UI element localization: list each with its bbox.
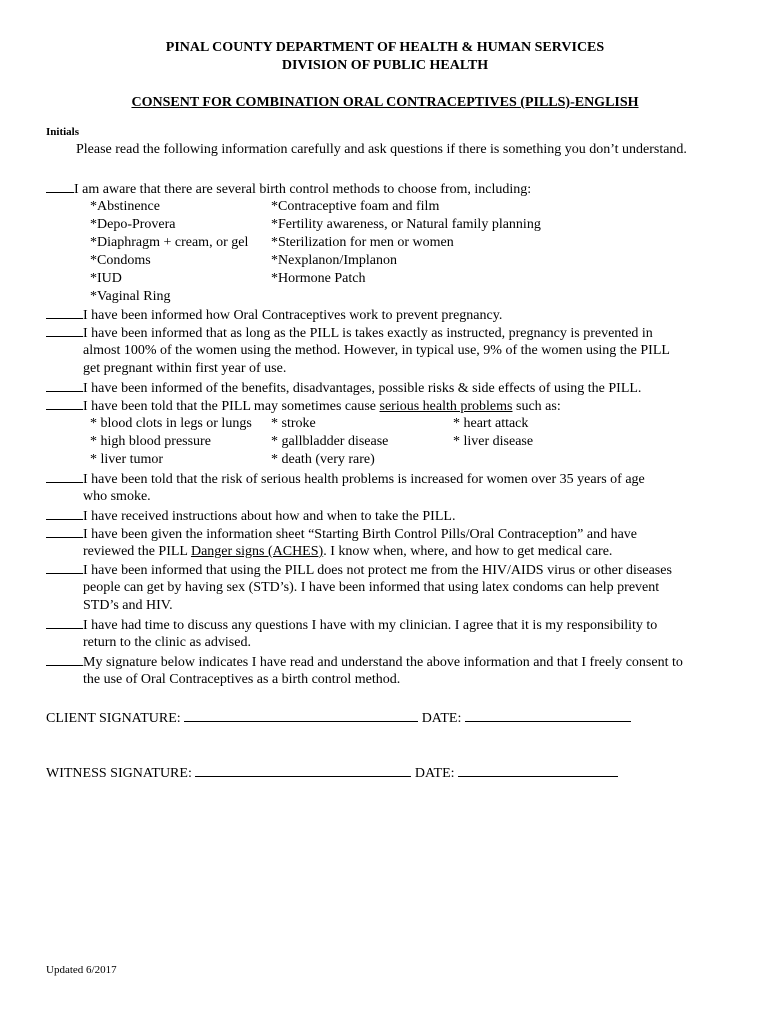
- method-item: *Abstinence: [90, 199, 160, 214]
- intro-text: Please read the following information carefully and ask questions if there is something you don’t understand.: [76, 142, 687, 157]
- witness-signature-field[interactable]: [195, 764, 411, 777]
- initials-blank[interactable]: [46, 525, 83, 538]
- method-item: *Sterilization for men or women: [271, 235, 454, 250]
- client-signature-row: [46, 709, 631, 727]
- witness-date-field[interactable]: [458, 764, 618, 777]
- statement-benefits-risks: I have been informed of the benefits, disadvantages, possible risks & side effects of using the PILL.: [46, 379, 641, 398]
- initials-blank[interactable]: [46, 653, 83, 666]
- statement-effectiveness-cont: get pregnant within first year of use.: [83, 361, 287, 376]
- statement-info-sheet: I have been given the information sheet “Starting Birth Control Pills/Oral Contraception” and have: [46, 525, 637, 544]
- method-item: *Condoms: [90, 253, 151, 268]
- initials-label: Initials: [46, 126, 80, 138]
- initials-blank[interactable]: [46, 397, 83, 410]
- risk-item: * stroke: [271, 416, 316, 431]
- client-date-label: DATE:: [421, 711, 462, 726]
- statement-std-protection-cont: STD’s and HIV.: [83, 598, 173, 613]
- form-title: CONSENT FOR COMBINATION ORAL CONTRACEPTIVES (PILLS)-ENGLISH: [131, 95, 639, 110]
- risk-item: * gallbladder disease: [271, 434, 389, 449]
- statement-methods: I am aware that there are several birth control methods to choose from, including:: [46, 180, 531, 199]
- initials-blank[interactable]: [46, 507, 83, 520]
- risk-item: * liver disease: [453, 434, 534, 449]
- risk-item: * blood clots in legs or lungs: [90, 416, 252, 431]
- statement-smoking-risk-cont: who smoke.: [83, 489, 151, 504]
- method-item: *Hormone Patch: [271, 271, 366, 286]
- risk-item: * high blood pressure: [90, 434, 211, 449]
- statement-info-sheet-cont: reviewed the PILL Danger signs (ACHES). I know when, where, and how to get medical care.: [83, 544, 613, 559]
- client-signature-field[interactable]: [184, 709, 418, 722]
- statement-health-problems: I have been told that the PILL may sometimes cause serious health problems such as:: [46, 397, 561, 416]
- statement-questions-cont: return to the clinic as advised.: [83, 635, 251, 650]
- witness-date-label: DATE:: [414, 766, 455, 781]
- initials-blank[interactable]: [46, 616, 83, 629]
- method-item: *Depo-Provera: [90, 217, 176, 232]
- method-item: *Fertility awareness, or Natural family planning: [271, 217, 541, 232]
- method-item: *IUD: [90, 271, 122, 286]
- statement-effectiveness-cont: almost 100% of the women using the method. However, in typical use, 9% of the women using the PILL: [83, 343, 670, 358]
- risk-item: * liver tumor: [90, 452, 164, 467]
- initials-blank[interactable]: [46, 306, 83, 319]
- statement-effectiveness: I have been informed that as long as the PILL is takes exactly as instructed, pregnancy is prevented in: [46, 324, 653, 343]
- witness-signature-label: WITNESS SIGNATURE:: [46, 766, 192, 781]
- statement-consent: My signature below indicates I have read and understand the above information and that I freely consent to: [46, 653, 683, 672]
- risk-item: * heart attack: [453, 416, 529, 431]
- method-item: *Nexplanon/Implanon: [271, 253, 397, 268]
- updated-date: Updated 6/2017: [46, 964, 117, 976]
- client-date-field[interactable]: [465, 709, 631, 722]
- statement-questions: I have had time to discuss any questions I have with my clinician. I agree that it is my responsibility to: [46, 616, 657, 635]
- statement-how-works: I have been informed how Oral Contraceptives work to prevent pregnancy.: [46, 306, 502, 325]
- witness-signature-row: [46, 764, 618, 782]
- initials-blank[interactable]: [46, 379, 83, 392]
- statement-instructions: I have received instructions about how and when to take the PILL.: [46, 507, 455, 526]
- statement-consent-cont: the use of Oral Contraceptives as a birth control method.: [83, 672, 401, 687]
- statement-std-protection-cont: people can get by having sex (STD’s). I have been informed that using latex condoms can help prevent: [83, 580, 660, 595]
- initials-blank[interactable]: [46, 180, 74, 193]
- method-item: *Contraceptive foam and film: [271, 199, 440, 214]
- method-item: *Diaphragm + cream, or gel: [90, 235, 249, 250]
- method-item: *Vaginal Ring: [90, 289, 171, 304]
- initials-blank[interactable]: [46, 561, 83, 574]
- department-header: PINAL COUNTY DEPARTMENT OF HEALTH & HUMAN SERVICES: [165, 40, 605, 55]
- risk-item: * death (very rare): [271, 452, 375, 467]
- initials-blank[interactable]: [46, 324, 83, 337]
- initials-blank[interactable]: [46, 470, 83, 483]
- division-header: DIVISION OF PUBLIC HEALTH: [281, 58, 489, 73]
- statement-smoking-risk: I have been told that the risk of serious health problems is increased for women over 35 years of age: [46, 470, 645, 489]
- statement-std-protection: I have been informed that using the PILL does not protect me from the HIV/AIDS virus or other diseases: [46, 561, 672, 580]
- client-signature-label: CLIENT SIGNATURE:: [46, 711, 181, 726]
